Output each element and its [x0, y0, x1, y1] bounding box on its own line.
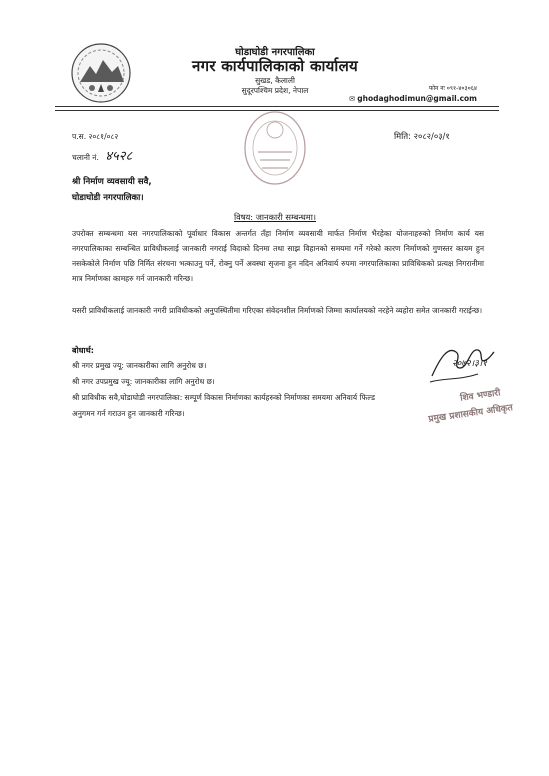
signature-date: २०७२।३।१: [452, 359, 487, 369]
body-paragraph-1: उपरोक्त सम्बन्धमा यस नगरपालिकाको पूर्वाधार विकास अन्तर्गत तँहा निर्माण व्यवसायी मार्फत निर्माण भैरहेका योजनाहरुको निर्माण कार्य यस नगरपालिकाका सम्बन्धित प्राविधीकलाई जानकारी नगराई विदाको दिनमा तथा साझ विहानको समयमा गर्ने गरेको कारण निर्माणको गुणस्तर कायम हुन नसकेकोले निर्माण पछि निर्मित संरचना भत्काउनु पर्ने, रोक्नु पर्ने अवस्था सृजना हुन नदिन अनिवार्य रुपमा नगरपालिकाका प्राविधिकको प्रत्यक्ष निगरानीमा मात्र निर्माणका कामहरु गर्न जानकारी गरिन्छ।: [72, 229, 484, 283]
email-address: ghodaghodimun@gmail.com: [357, 94, 477, 103]
header-divider: [55, 106, 499, 107]
email-contact: [349, 94, 477, 103]
cc-item-1: श्री नगर प्रमुख ज्यू: जानकारीका लागि अनुरोध छ।: [72, 361, 207, 370]
phone-number: फोन नः ०९१-४०३०६४: [428, 85, 477, 92]
cc-item-2: श्री नगर उपप्रमुख ज्यू: जानकारीका लागि अनुरोध छ।: [72, 377, 215, 386]
email-icon: ✉: [349, 95, 358, 103]
office-title: नगर कार्यपालिकाको कार्यालय: [191, 57, 359, 75]
office-name: घोडाघोडी नगरपालिका: [235, 47, 315, 58]
addressee-line-1: श्री निर्माण व्यवसायी सवै,: [72, 177, 152, 187]
addressee-line-2: घोडाघोडी नगरपालिका।: [72, 193, 144, 203]
letter-date: मिति: २०८२/०३/१: [394, 131, 450, 141]
fiscal-year: प.स. २०८१/०८२: [72, 132, 119, 141]
body-paragraph-2: यसरी प्राविधीकलाई जानकारी नगरी प्राविधीकको अनुपस्थितीमा गरिएका संवेदनशील निर्माणको जिम्मा कार्यालयको नरहेने व्यहोरा समेत जानकारी गराईन्छ।: [72, 306, 483, 315]
seal-name: शिव भण्डारी: [459, 388, 502, 404]
dispatch-label: चलानी नं.: [72, 153, 99, 162]
government-emblem-icon: [70, 42, 132, 104]
dispatch-line: [72, 146, 132, 164]
address-line-2: सुदूरपश्चिम प्रदेश, नेपाल: [241, 86, 309, 95]
subject-line: विषय: जानकारी सम्बन्धमा।: [233, 212, 317, 222]
address-line-1: सुखड, कैलाली: [255, 76, 295, 85]
cc-heading: बोधार्थ:: [72, 346, 94, 355]
cc-item-3-continued: अनुगमन गर्न गराउन हुन जानकारी गरिन्छ।: [72, 409, 185, 418]
dispatch-number: ४५२८: [105, 149, 133, 164]
seal-title: प्रमुख प्रशासकीय अधिकृत: [427, 403, 514, 425]
cc-item-3: श्री प्राविधीक सवै,घोडाघोडी नगरपालिका: सम्पूर्ण विकास निर्माणका कार्यहरुको निर्माणका समयमा अनिवार्य फिल्ड: [72, 393, 375, 402]
office-stamp-icon: [240, 108, 310, 188]
